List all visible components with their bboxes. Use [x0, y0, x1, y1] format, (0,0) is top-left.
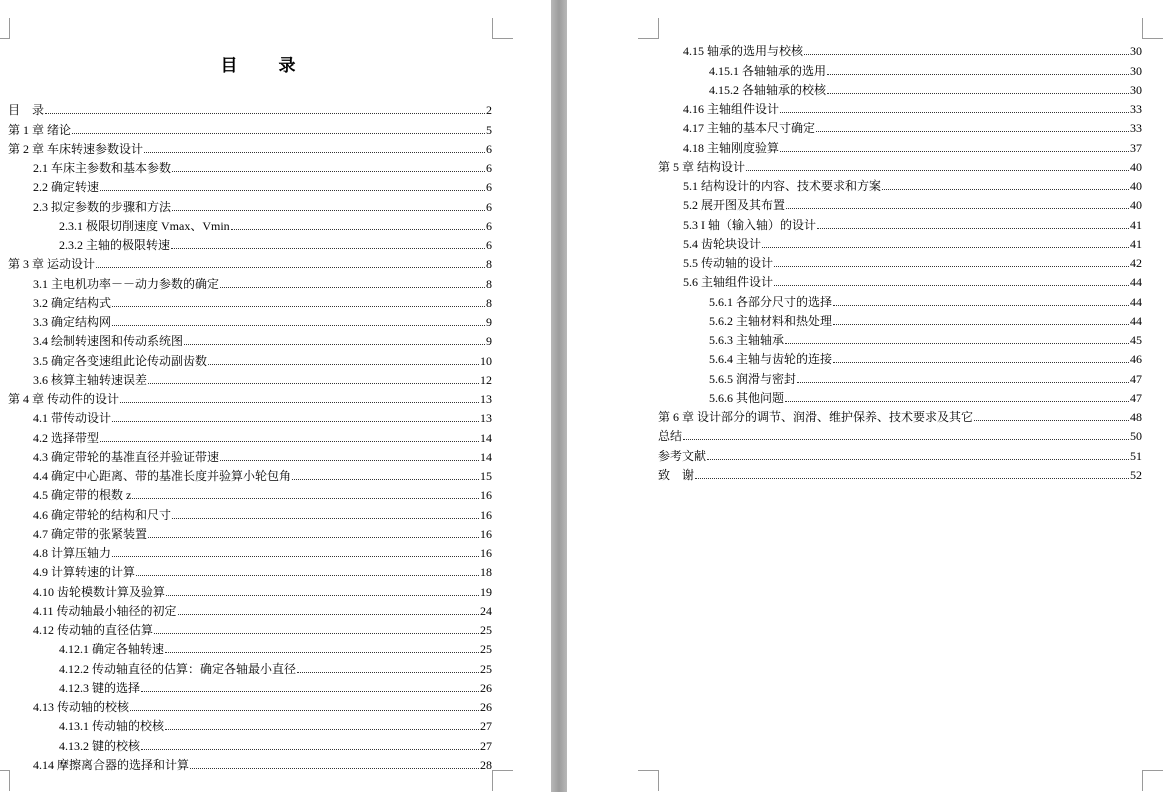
- toc-entry-label: 4.4 确定中心距离、带的基准长度并验算小轮包角: [33, 469, 292, 483]
- toc-entry-page-number: 41: [1130, 217, 1142, 232]
- toc-leader-dots: [165, 652, 479, 653]
- toc-leader-dots: [882, 189, 1129, 190]
- toc-title: 目 录: [220, 56, 308, 75]
- toc-entry[interactable]: [658, 78, 1142, 97]
- toc-entry-label: 致 谢: [658, 467, 695, 482]
- toc-leader-dots: [780, 112, 1129, 113]
- toc-entry[interactable]: [8, 368, 492, 387]
- toc-entry-page-number: 13: [480, 411, 492, 426]
- toc-entry-page-number: 6: [486, 218, 492, 233]
- toc-entry-page-number: 16: [480, 507, 492, 522]
- toc-leader-dots: [190, 768, 479, 769]
- toc-entry-page-number: 8: [486, 276, 492, 291]
- toc-leader-dots: [166, 595, 479, 596]
- toc-entry[interactable]: [8, 329, 492, 348]
- toc-entry-label: 5.6.3 主轴轴承: [709, 333, 785, 347]
- toc-leader-dots: [132, 498, 479, 499]
- toc-entry-page-number: 14: [480, 430, 492, 445]
- toc-entry-label: 第 6 章 设计部分的调节、润滑、维护保养、技术要求及其它: [658, 410, 974, 424]
- toc-leader-dots: [833, 305, 1129, 306]
- toc-leader-dots: [112, 421, 479, 422]
- toc-leader-dots: [100, 441, 479, 442]
- toc-entry[interactable]: [658, 309, 1142, 328]
- toc-leader-dots: [141, 691, 479, 692]
- toc-entry-label: 5.2 展开图及其布置: [683, 198, 786, 213]
- toc-leader-dots: [833, 362, 1129, 363]
- toc-entry-page-number: 5: [486, 122, 492, 137]
- toc-entry-label: 2.3 拟定参数的步骤和方法: [33, 199, 172, 214]
- toc-entry[interactable]: [658, 39, 1142, 58]
- toc-leader-dots: [683, 439, 1129, 440]
- toc-entry[interactable]: [658, 135, 1142, 154]
- toc-entry[interactable]: [8, 483, 492, 502]
- toc-entry-label: 3.5 确定各变速组此论传动副齿数: [33, 353, 208, 368]
- toc-leader-dots: [231, 229, 485, 230]
- document-page-left: [0, 0, 551, 792]
- toc-entry-page-number: 44: [1130, 294, 1142, 309]
- toc-entry-page-number: 40: [1130, 198, 1142, 213]
- toc-entry-label: 4.13 传动轴的校核: [33, 700, 130, 714]
- toc-entry[interactable]: [658, 193, 1142, 212]
- toc-entry-page-number: 28: [480, 757, 492, 772]
- toc-leader-dots: [695, 478, 1129, 479]
- toc-entry[interactable]: [658, 270, 1142, 289]
- toc-entry-label: 4.16 主轴组件设计: [683, 102, 780, 116]
- toc-entry-page-number: 8: [486, 257, 492, 272]
- toc-entry-page-number: 45: [1130, 333, 1142, 347]
- toc-leader-dots: [172, 518, 479, 519]
- toc-entry[interactable]: [8, 464, 492, 483]
- toc-entry-page-number: 9: [486, 315, 492, 329]
- toc-leader-dots: [780, 151, 1129, 152]
- toc-entry-page-number: 27: [480, 738, 492, 753]
- toc-entry-label: 4.12.2 传动轴直径的估算：确定各轴最小直径: [59, 661, 297, 676]
- toc-entry-label: 4.18 主轴刚度验算: [683, 140, 780, 155]
- toc-entry[interactable]: [8, 98, 492, 117]
- toc-entry[interactable]: [658, 366, 1142, 385]
- toc-entry-label: 4.2 选择带型: [33, 430, 100, 445]
- toc-list-right: [658, 39, 1142, 482]
- toc-entry-page-number: 16: [480, 526, 492, 541]
- toc-entry-label: 3.4 绘制转速图和传动系统图: [33, 334, 184, 349]
- toc-entry-label: 第 2 章 车床转速参数设计: [8, 141, 144, 156]
- toc-leader-dots: [184, 344, 485, 345]
- toc-entry-label: 4.13.2 键的校核: [59, 738, 141, 753]
- toc-entry[interactable]: [8, 656, 492, 675]
- toc-entry-page-number: 44: [1130, 275, 1142, 290]
- toc-entry-page-number: 2: [486, 103, 492, 118]
- toc-leader-dots: [220, 460, 479, 461]
- toc-leader-dots: [774, 266, 1129, 267]
- toc-entry-page-number: 15: [480, 469, 492, 483]
- toc-entry-page-number: 30: [1130, 82, 1142, 97]
- toc-entry[interactable]: [8, 733, 492, 752]
- toc-leader-dots: [120, 402, 479, 403]
- toc-entry-page-number: 30: [1130, 63, 1142, 78]
- toc-leader-dots: [154, 633, 479, 634]
- toc-entry-page-number: 6: [486, 161, 492, 175]
- toc-entry[interactable]: [658, 328, 1142, 347]
- toc-leader-dots: [774, 285, 1129, 286]
- toc-leader-dots: [208, 364, 479, 365]
- toc-entry-label: 5.6.1 各部分尺寸的选择: [709, 294, 833, 309]
- toc-leader-dots: [797, 382, 1129, 383]
- toc-entry[interactable]: [8, 618, 492, 637]
- toc-entry[interactable]: [658, 174, 1142, 193]
- toc-entry[interactable]: [658, 289, 1142, 308]
- toc-entry[interactable]: [8, 579, 492, 598]
- toc-entry-label: 第 5 章 结构设计: [658, 159, 746, 174]
- toc-leader-dots: [100, 190, 485, 191]
- toc-entry-page-number: 8: [486, 295, 492, 310]
- toc-entry-page-number: 26: [480, 680, 492, 695]
- toc-entry-page-number: 25: [480, 623, 492, 637]
- toc-entry[interactable]: [8, 522, 492, 541]
- toc-entry[interactable]: [8, 541, 492, 560]
- crop-mark-bottom-left: [638, 770, 659, 791]
- toc-entry-page-number: 16: [480, 546, 492, 560]
- toc-leader-dots: [827, 74, 1129, 75]
- toc-entry-page-number: 52: [1130, 467, 1142, 482]
- toc-entry-page-number: 25: [480, 661, 492, 676]
- toc-entry-label: 3.3 确定结构网: [33, 315, 112, 329]
- toc-entry[interactable]: [8, 252, 492, 271]
- toc-entry-label: 2.3.1 极限切削速度 Vmax、Vmin: [59, 218, 230, 233]
- toc-entry[interactable]: [658, 155, 1142, 174]
- toc-entry-label: 4.6 确定带轮的结构和尺寸: [33, 507, 172, 522]
- toc-entry-page-number: 14: [480, 449, 492, 464]
- toc-entry-page-number: 37: [1130, 140, 1142, 155]
- toc-entry[interactable]: [8, 695, 492, 714]
- toc-leader-dots: [833, 324, 1129, 325]
- toc-entry-label: 5.6.6 其他问题: [709, 390, 785, 405]
- toc-entry-page-number: 42: [1130, 256, 1142, 270]
- toc-entry[interactable]: [8, 310, 492, 329]
- toc-entry[interactable]: [8, 137, 492, 156]
- toc-entry-label: 4.12.3 键的选择: [59, 680, 141, 695]
- toc-entry-label: 目 录: [8, 103, 45, 118]
- toc-entry-page-number: 6: [486, 199, 492, 214]
- toc-entry-page-number: 9: [486, 334, 492, 349]
- toc-entry-page-number: 30: [1130, 44, 1142, 59]
- toc-leader-dots: [165, 729, 479, 730]
- toc-entry[interactable]: [658, 116, 1142, 135]
- toc-entry-label: 4.12.1 确定各轴转速: [59, 642, 165, 657]
- toc-entry-label: 总结: [658, 429, 683, 444]
- toc-entry[interactable]: [8, 425, 492, 444]
- toc-leader-dots: [172, 171, 485, 172]
- toc-entry-page-number: 25: [480, 642, 492, 657]
- toc-entry-label: 4.7 确定带的张紧装置: [33, 526, 148, 541]
- toc-entry[interactable]: [658, 232, 1142, 251]
- toc-entry-label: 5.3 I 轴（输入轴）的设计: [683, 217, 816, 232]
- toc-entry-page-number: 33: [1130, 121, 1142, 136]
- toc-leader-dots: [45, 113, 485, 114]
- toc-entry[interactable]: [658, 212, 1142, 231]
- toc-leader-dots: [786, 208, 1129, 209]
- toc-leader-dots: [220, 287, 485, 288]
- toc-entry[interactable]: [658, 251, 1142, 270]
- toc-entry[interactable]: [8, 502, 492, 521]
- toc-entry-page-number: 16: [480, 488, 492, 503]
- toc-entry-label: 5.6.2 主轴材料和热处理: [709, 313, 833, 328]
- toc-entry-label: 2.1 车床主参数和基本参数: [33, 161, 172, 175]
- toc-leader-dots: [827, 93, 1129, 94]
- toc-entry-page-number: 44: [1130, 313, 1142, 328]
- toc-entry-page-number: 46: [1130, 352, 1142, 367]
- toc-entry[interactable]: [8, 348, 492, 367]
- toc-entry-label: 3.2 确定结构式: [33, 295, 112, 310]
- toc-entry-page-number: 40: [1130, 159, 1142, 174]
- toc-entry-label: 4.3 确定带轮的基准直径并验证带速: [33, 449, 220, 464]
- toc-entry-label: 5.6 主轴组件设计: [683, 275, 774, 290]
- toc-leader-dots: [785, 343, 1129, 344]
- toc-entry-page-number: 18: [480, 565, 492, 580]
- toc-leader-dots: [130, 710, 479, 711]
- toc-entry-page-number: 51: [1130, 448, 1142, 463]
- toc-entry-page-number: 41: [1130, 236, 1142, 251]
- toc-leader-dots: [112, 325, 485, 326]
- toc-leader-dots: [141, 749, 479, 750]
- toc-leader-dots: [974, 420, 1129, 421]
- toc-entry-label: 4.1 带传动设计: [33, 411, 112, 426]
- toc-leader-dots: [297, 672, 479, 673]
- toc-entry[interactable]: [658, 386, 1142, 405]
- toc-entry[interactable]: [658, 463, 1142, 482]
- toc-leader-dots: [96, 267, 485, 268]
- toc-leader-dots: [817, 228, 1129, 229]
- toc-leader-dots: [292, 479, 479, 480]
- toc-entry-label: 5.5 传动轴的设计: [683, 256, 774, 270]
- toc-leader-dots: [148, 383, 479, 384]
- toc-entry[interactable]: [8, 233, 492, 252]
- toc-entry[interactable]: [8, 676, 492, 695]
- toc-entry[interactable]: [658, 405, 1142, 424]
- toc-entry[interactable]: [8, 445, 492, 464]
- toc-entry-page-number: 50: [1130, 429, 1142, 444]
- toc-entry[interactable]: [8, 175, 492, 194]
- toc-leader-dots: [804, 54, 1129, 55]
- toc-entry[interactable]: [8, 214, 492, 233]
- toc-leader-dots: [707, 459, 1129, 460]
- toc-entry-page-number: 40: [1130, 179, 1142, 193]
- crop-mark-bottom-right: [1142, 770, 1163, 791]
- document-page-right: [567, 0, 1174, 792]
- toc-leader-dots: [136, 575, 479, 576]
- toc-entry-page-number: 27: [480, 719, 492, 734]
- toc-leader-dots: [112, 556, 479, 557]
- toc-entry-page-number: 48: [1130, 410, 1142, 424]
- toc-entry-label: 4.12 传动轴的直径估算: [33, 623, 154, 637]
- toc-entry-label: 4.11 传动轴最小轴径的初定: [33, 603, 177, 618]
- toc-entry-page-number: 19: [480, 584, 492, 599]
- toc-entry[interactable]: [8, 637, 492, 656]
- toc-entry[interactable]: [8, 406, 492, 425]
- toc-entry-page-number: 6: [486, 238, 492, 252]
- toc-entry-page-number: 10: [480, 353, 492, 368]
- toc-entry[interactable]: [8, 117, 492, 136]
- toc-entry-page-number: 24: [480, 603, 492, 618]
- toc-leader-dots: [112, 306, 485, 307]
- toc-entry-page-number: 6: [486, 141, 492, 156]
- toc-leader-dots: [178, 614, 479, 615]
- toc-entry[interactable]: [8, 560, 492, 579]
- toc-entry-label: 4.15.2 各轴轴承的校核: [709, 82, 827, 97]
- toc-entry-label: 2.2 确定转速: [33, 180, 100, 195]
- crop-mark-top-left: [638, 18, 659, 39]
- toc-entry-label: 第 1 章 绪论: [8, 122, 72, 137]
- toc-leader-dots: [171, 248, 485, 249]
- toc-entry-label: 5.4 齿轮块设计: [683, 236, 762, 251]
- toc-leader-dots: [72, 133, 485, 134]
- page-gutter: [551, 0, 567, 792]
- toc-entry-label: 5.6.5 润滑与密封: [709, 371, 797, 386]
- toc-entry-page-number: 26: [480, 700, 492, 714]
- toc-entry[interactable]: [8, 156, 492, 175]
- toc-entry-label: 3.1 主电机功率－－动力参数的确定: [33, 276, 220, 291]
- toc-entry-label: 5.6.4 主轴与齿轮的连接: [709, 352, 833, 367]
- toc-leader-dots: [144, 152, 485, 153]
- toc-leader-dots: [746, 170, 1129, 171]
- toc-entry-label: 第 3 章 运动设计: [8, 257, 96, 272]
- toc-entry-label: 4.15.1 各轴轴承的选用: [709, 63, 827, 78]
- toc-entry-label: 2.3.2 主轴的极限转速: [59, 238, 171, 252]
- toc-entry-label: 4.5 确定带的根数 z: [33, 488, 132, 503]
- toc-entry-page-number: 12: [480, 372, 492, 387]
- crop-mark-bottom-right: [492, 770, 513, 791]
- toc-entry-page-number: 47: [1130, 390, 1142, 405]
- toc-list-left: [8, 98, 492, 772]
- toc-leader-dots: [148, 537, 479, 538]
- toc-entry-label: 4.13.1 传动轴的校核: [59, 719, 165, 734]
- toc-entry[interactable]: [658, 443, 1142, 462]
- toc-entry-page-number: 33: [1130, 102, 1142, 116]
- crop-mark-top-left: [0, 18, 10, 39]
- toc-leader-dots: [172, 210, 485, 211]
- toc-entry[interactable]: [8, 599, 492, 618]
- toc-entry[interactable]: [658, 58, 1142, 77]
- toc-entry-label: 4.14 摩擦离合器的选择和计算: [33, 757, 190, 772]
- toc-entry[interactable]: [658, 97, 1142, 116]
- crop-mark-top-right: [1142, 18, 1163, 39]
- crop-mark-top-right: [492, 18, 513, 39]
- toc-entry[interactable]: [8, 387, 492, 406]
- toc-entry[interactable]: [8, 194, 492, 213]
- toc-entry-page-number: 6: [486, 180, 492, 195]
- toc-entry-label: 4.8 计算压轴力: [33, 546, 112, 560]
- toc-entry-label: 4.15 轴承的选用与校核: [683, 44, 804, 59]
- toc-entry[interactable]: [8, 291, 492, 310]
- toc-entry-page-number: 13: [480, 392, 492, 406]
- toc-entry-label: 4.17 主轴的基本尺寸确定: [683, 121, 816, 136]
- toc-entry[interactable]: [8, 271, 492, 290]
- toc-entry[interactable]: [658, 424, 1142, 443]
- toc-entry-label: 3.6 核算主轴转速误差: [33, 372, 148, 387]
- toc-entry-label: 4.10 齿轮模数计算及验算: [33, 584, 166, 599]
- toc-entry[interactable]: [658, 347, 1142, 366]
- toc-entry-page-number: 47: [1130, 371, 1142, 386]
- toc-entry-label: 5.1 结构设计的内容、技术要求和方案: [683, 179, 882, 193]
- toc-entry-label: 第 4 章 传动件的设计: [8, 392, 120, 406]
- crop-mark-bottom-left: [0, 770, 10, 791]
- toc-entry-label: 参考文献: [658, 448, 707, 463]
- toc-entry[interactable]: [8, 753, 492, 772]
- toc-entry[interactable]: [8, 714, 492, 733]
- toc-leader-dots: [816, 131, 1129, 132]
- toc-leader-dots: [785, 401, 1129, 402]
- toc-leader-dots: [762, 247, 1129, 248]
- toc-entry-label: 4.9 计算转速的计算: [33, 565, 136, 580]
